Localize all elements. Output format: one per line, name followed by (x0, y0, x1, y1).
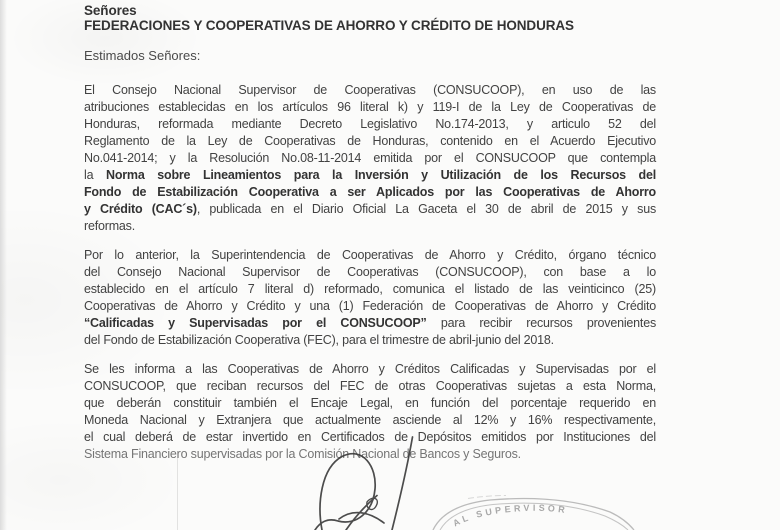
letter-body (84, 82, 656, 463)
text-segment: del Consejo Nacional Supervisor de Cooperativas (CONSUCOOP), con base a lo (84, 265, 656, 279)
signature-stroke-swoosh (392, 437, 413, 530)
text-segment: El Consejo Nacional Supervisor de Cooperativas (CONSUCOOP), en uso de las (84, 83, 656, 97)
text-segment: la (84, 168, 106, 182)
text-segment: Se les informa a las Cooperativas de Ahorro y Créditos Calificadas y Supervisadas por el (84, 362, 656, 376)
text-segment: del Fondo de Estabilización Cooperativa (FEC), para el trimestre de abril-junio del 2018. (84, 333, 554, 347)
paragraph (84, 82, 656, 235)
scan-streak-artifact (177, 452, 178, 530)
paragraph (84, 247, 656, 349)
seal-ring-detail (468, 496, 506, 499)
text-segment: Sistema Financiero supervisadas por la Comisión Nacional de Bancos y Seguros. (84, 447, 521, 461)
text-line (84, 395, 656, 412)
letter-content (84, 3, 656, 463)
text-segment: el cual deberá de estar invertido en Certificados de Depósitos emitidos por Instituciones del (84, 430, 656, 444)
text-line (84, 184, 656, 201)
official-seal-icon (418, 488, 653, 530)
text-segment: CONSUCOOP, que reciban recursos del FEC de otras Cooperativas sujetas a esta Norma, (84, 379, 656, 393)
text-segment: Honduras, reformada mediante Decreto Legislativo No.174-2013, y articulo 52 del (84, 117, 656, 131)
text-line (84, 82, 656, 99)
text-line (84, 281, 656, 298)
text-segment: Moneda Nacional y Extranjera que actualmente asciende al 12% y 16% respectivamente, (84, 413, 656, 427)
text-segment: Por lo anterior, la Superintendencia de Cooperativas de Ahorro y Crédito, órgano técnico (84, 248, 656, 262)
text-segment: atribuciones establecidas en los artículos 96 literal k) y 119-I de la Ley de Cooperativas de (84, 100, 656, 114)
text-line (84, 298, 656, 315)
text-line (84, 116, 656, 133)
text-line (84, 247, 656, 264)
text-segment: reformas. (84, 219, 135, 233)
text-line (84, 99, 656, 116)
text-line (84, 332, 656, 349)
signature-icon (280, 425, 440, 530)
text-segment: No.041-2014; y la Resolución No.08-11-2014 emitida por el CONSUCOOP que contempla (84, 151, 656, 165)
bold-text-segment: “Calificadas y Supervisadas por el CONSUCOOP” (84, 316, 427, 330)
text-segment: que deberán constituir también el Encaje Legal, en función del porcentaje requerido en (84, 396, 656, 410)
text-line (84, 201, 656, 218)
text-segment: , publicada en el Diario Oficial La Gaceta el 30 de abril de 2015 y sus (196, 202, 656, 216)
text-segment: Cooperativas de Ahorro y Crédito y una (1) Federación de Cooperativas de Ahorro y Crédito (84, 299, 656, 313)
text-line (84, 315, 656, 332)
addressee-salutation: Señores (84, 3, 137, 18)
text-line (84, 264, 656, 281)
text-segment: Reglamento de la Ley de Cooperativas de Honduras, contenido en el Acuerdo Ejecutivo (84, 134, 656, 148)
addressee-block (84, 3, 656, 33)
text-line (84, 378, 656, 395)
bold-text-segment: Norma sobre Lineamientos para la Inversión y Utilización de los Recursos del (106, 168, 656, 182)
text-line (84, 361, 656, 378)
text-line (84, 218, 656, 235)
seal-text: AL SUPERVISOR (451, 502, 569, 529)
text-segment: para recibir recursos provenientes (426, 316, 657, 330)
bold-text-segment: y Crédito (CAC´s) (84, 202, 197, 216)
salutation: Estimados Señores: (84, 48, 201, 63)
signature-stroke-loop (315, 454, 375, 530)
bold-text-segment: Fondo de Estabilización Cooperativa a ser Aplicados por las Cooperativas de Ahorro (84, 185, 656, 199)
text-line (84, 150, 656, 167)
text-line (84, 167, 656, 184)
scan-edge-shadow (0, 0, 7, 530)
text-segment: establecido en el artículo 7 literal d) reformado, comunica el listado de las veinticinco (25) (84, 282, 656, 296)
text-line (84, 133, 656, 150)
addressee-name: FEDERACIONES Y COOPERATIVAS DE AHORRO Y CRÉDITO DE HONDURAS (84, 18, 574, 33)
